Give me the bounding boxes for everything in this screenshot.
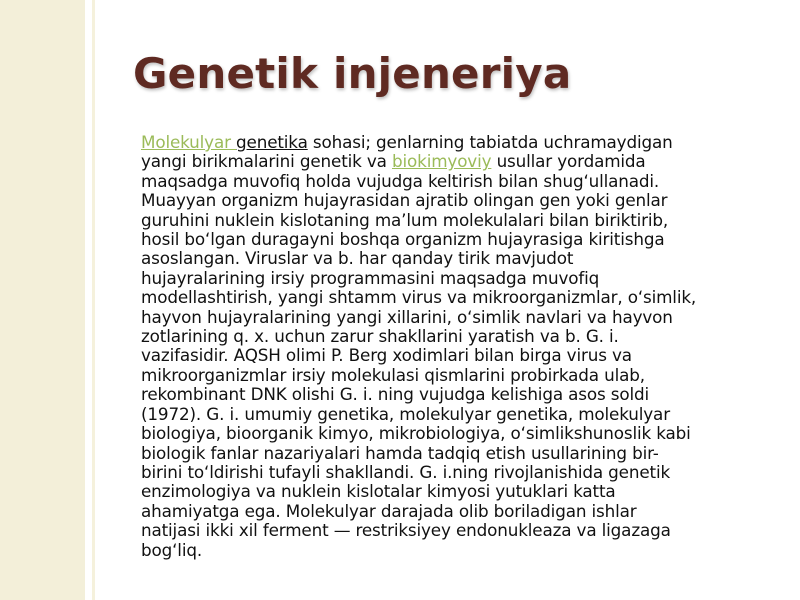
- body-text-segment: ahamiyatga ega. Molekulyar darajada olib boriladigan ishlar: [141, 500, 637, 521]
- body-text-segment: natijasi ikki xil ferment — restriksiyey endonukleaza va ligazaga: [141, 520, 671, 541]
- body-line: [141, 521, 771, 540]
- body-line: [141, 172, 771, 191]
- body-line: [141, 230, 771, 249]
- body-text-segment: modellashtirish, yangi shtamm virus va mikroorganizmlar, o‘simlik,: [141, 287, 697, 308]
- body-line: [141, 191, 771, 210]
- body-text-segment: bog‘liq.: [141, 539, 203, 560]
- body-text-segment: rekombinant DNK olishi G. i. ning vujudga kelishiga asos soldi: [141, 384, 650, 405]
- body-line: [141, 424, 771, 443]
- body-text-segment: biologiya, bioorganik kimyo, mikrobiologiya, o‘simlikshunoslik kabi: [141, 423, 691, 444]
- body-text-segment: maqsadga muvofiq holda vujudga keltirish bilan shug‘ullanadi.: [141, 170, 660, 191]
- body-text-segment: enzimologiya va nuklein kislotalar kimyosi yutuklari katta: [141, 481, 616, 502]
- decorative-sidebar: [0, 0, 85, 600]
- body-text-segment: (1972). G. i. umumiy genetika, molekulyar genetika, molekulyar: [141, 403, 670, 424]
- body-line: [141, 541, 771, 560]
- body-text-segment: asoslangan. Viruslar va b. har qanday tirik mavjudot: [141, 248, 574, 269]
- hyperlink[interactable]: Molekulyar: [141, 132, 237, 152]
- body-line: [141, 502, 771, 521]
- body-text-segment: guruhini nuklein kislotaning ma’lum molekulalari bilan biriktirib,: [141, 209, 669, 230]
- body-line: [141, 211, 771, 230]
- body-text-segment: usullar yordamida: [491, 151, 646, 172]
- body-line: [141, 152, 771, 171]
- hyperlink[interactable]: biokimyoviy: [392, 151, 492, 172]
- body-line: [141, 444, 771, 463]
- body-line: [141, 308, 771, 327]
- body-line: [141, 269, 771, 288]
- body-text-segment: mikroorganizmlar irsiy molekulasi qismlarini probirkada ulab,: [141, 364, 645, 385]
- body-text-segment: zotlarining q. x. uchun zarur shakllarini yaratish va b. G. i.: [141, 326, 619, 347]
- body-line: [141, 327, 771, 346]
- slide-body-text: [141, 133, 771, 560]
- body-text-segment: Muayyan organizm hujayrasidan ajratib olingan gen yoki genlar: [141, 190, 668, 211]
- body-line: [141, 482, 771, 501]
- body-text-segment: vazifasidir. AQSH olimi P. Berg xodimlari bilan birga virus va: [141, 345, 632, 366]
- decorative-divider: [92, 0, 95, 600]
- body-text-segment: yangi birikmalarini genetik va: [141, 151, 392, 172]
- hyperlink[interactable]: genetika: [236, 132, 308, 152]
- body-line: [141, 385, 771, 404]
- body-text-segment: sohasi; genlarning tabiatda uchramaydigan: [307, 132, 673, 152]
- body-line: [141, 288, 771, 307]
- body-text-segment: hosil bo‘lgan duragayni boshqa organizm hujayrasiga kiritishga: [141, 229, 665, 250]
- body-text-segment: biologik fanlar nazariyalari hamda tadqiq etish usullarining bir-: [141, 442, 659, 463]
- body-text-segment: hujayralarining irsiy programmasini maqsadga muvofiq: [141, 267, 600, 288]
- body-text-segment: hayvon hujayralarining yangi xillarini, o‘simlik navlari va hayvon: [141, 306, 673, 327]
- slide-title: Genetik injeneriya: [133, 49, 572, 98]
- body-line: [141, 463, 771, 482]
- body-line: [141, 346, 771, 365]
- body-line: [141, 249, 771, 268]
- body-line: [141, 366, 771, 385]
- body-line: [141, 133, 771, 152]
- body-text-segment: birini to‘ldirishi tufayli shakllandi. G. i.ning rivojlanishida genetik: [141, 461, 671, 482]
- body-line: [141, 405, 771, 424]
